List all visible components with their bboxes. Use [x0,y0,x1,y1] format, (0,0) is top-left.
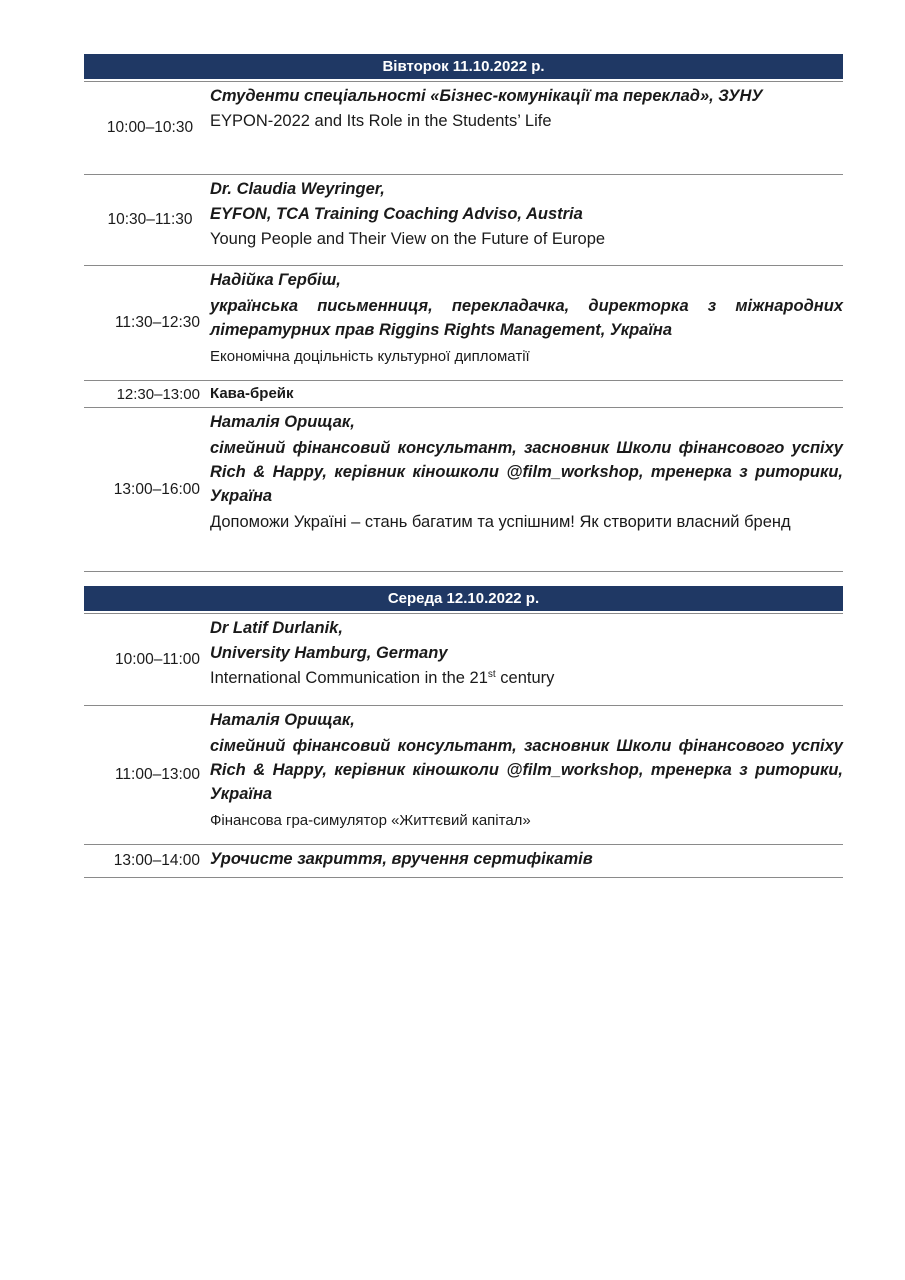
time-slot [84,381,208,407]
time-slot [84,266,208,380]
schedule-table [84,81,843,572]
time-text: 12:30–13:00 [116,385,200,403]
session-content [208,614,843,705]
speaker-name: Наталія Орищак, [210,413,355,431]
time-slot [84,845,208,877]
time-text: 10:00–11:00 [114,650,200,668]
session-topic: Young People and Their View on the Future of Europe [210,230,606,248]
session-topic: Економічна доцільність культурної дипломатії [210,348,530,365]
schedule-row [84,266,843,381]
speaker-name: Dr. Claudia Weyringer, [210,180,385,198]
time-slot [84,706,208,844]
topic-text: International Communication in the 21 [210,669,488,687]
session-content [208,266,843,380]
day-header: Середа 12.10.2022 р. [84,586,843,611]
speaker-name: Студенти спеціальності «Бізнес-комунікації та переклад», ЗУНУ [210,87,763,105]
day-header: Вівторок 11.10.2022 р. [84,54,843,79]
schedule-row [84,82,843,175]
day-section-tuesday [84,54,843,572]
speaker-name: Наталія Орищак, [210,711,355,729]
time-text: 11:00–13:00 [114,766,200,783]
schedule-table [84,613,843,878]
time-text: 13:00–16:00 [113,480,200,498]
schedule-row-break [84,381,843,408]
speaker-affiliation: EYFON, TCA Training Coaching Adviso, Austria [210,205,583,223]
schedule-row [84,175,843,266]
time-text: 10:30–11:30 [107,211,193,228]
speaker-name: Dr Latif Durlanik, [210,619,343,637]
session-topic: Допоможи Україні – стань багатим та успішним! Як створити власний бренд [210,513,791,531]
session-content [208,381,843,407]
speaker-affiliation: University Hamburg, Germany [210,644,448,662]
speaker-name: Надійка Гербіш, [210,271,341,289]
speaker-affiliation: сімейний фінансовий консультант, засновник Школи фінансового успіху Rich & Happy, керівник кіношколи @film_workshop, тренерка з риторики, Україна [210,737,843,803]
time-text: 13:00–14:00 [113,852,200,869]
session-topic: EYPON-2022 and Its Role in the Students’ Life [210,112,552,130]
speaker-affiliation: сімейний фінансовий консультант, засновник Школи фінансового успіху Rich & Happy, керівник кіношколи @film_workshop, тренерка з риторики, Україна [210,439,843,505]
closing-ceremony-label: Урочисте закриття, вручення сертифікатів [210,850,593,868]
time-slot [84,408,208,571]
schedule-row [84,614,843,706]
time-text: 10:00–10:30 [106,119,194,136]
time-slot [84,614,208,705]
session-content [208,845,843,877]
session-content [208,706,843,844]
schedule-row [84,845,843,878]
time-slot [84,82,208,174]
session-topic [210,666,843,691]
schedule-row [84,706,843,845]
time-slot [84,175,208,265]
schedule-row [84,408,843,572]
break-label: Кава-брейк [210,385,294,402]
session-content [208,175,843,265]
session-topic: Фінансова гра-симулятор «Життєвий капітал» [210,812,531,829]
time-text: 11:30–12:30 [114,314,200,331]
topic-text-end: century [495,669,555,687]
session-content [208,82,843,174]
session-content [208,408,843,571]
speaker-affiliation: українська письменниця, перекладачка, директорка з міжнародних літературних прав Riggins Rights Management, Україна [210,297,843,339]
day-section-wednesday [84,586,843,878]
topic-superscript: st [487,669,496,680]
